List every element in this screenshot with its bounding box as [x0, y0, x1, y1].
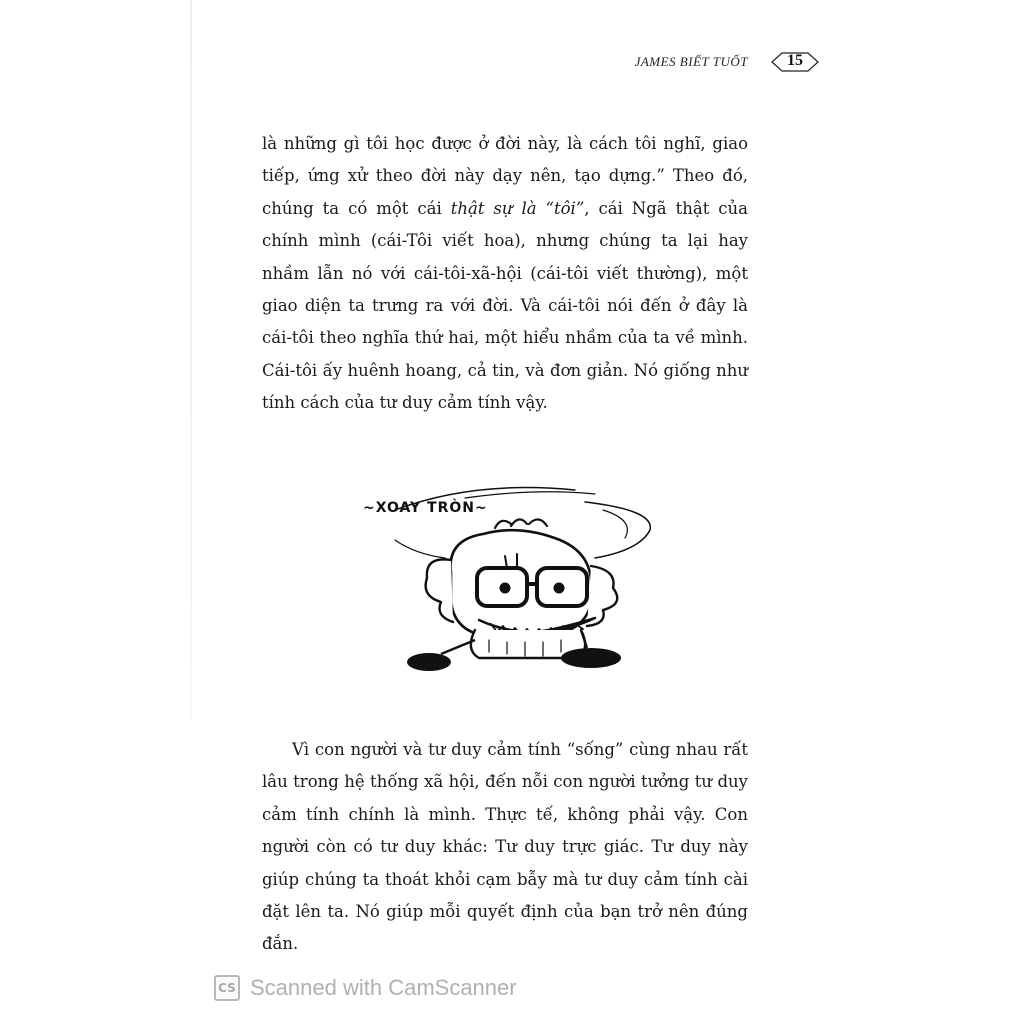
camscanner-watermark	[214, 972, 517, 1004]
illustration	[355, 480, 675, 680]
running-header	[560, 50, 820, 76]
running-title: JAMES BIẾT TUỐT	[634, 54, 748, 69]
page-number-badge	[770, 50, 820, 74]
paragraph-1-italic: thật sự là “tôi”	[450, 198, 585, 218]
paragraph-1-text-b: , cái Ngã thật của chính mình (cái-Tôi viết hoa), nhưng chúng ta lại hay nhầm lẫn nó với cái-tôi-xã-hội (cái-tôi viết thường), một giao diện ta trưng ra với đời. Và cái-tôi nói đến ở đây là cái-tôi theo nghĩa thứ hai, một hiểu nhầm của ta về mình. Cái-tôi ấy huênh hoang, cả tin, và đơn giản. Nó giống như tính cách của tư duy cảm tính vậy.	[262, 198, 748, 413]
paragraph-1	[262, 128, 748, 420]
page-gutter-edge	[190, 0, 192, 720]
camscanner-logo-icon: CS	[214, 975, 240, 1001]
paragraph-1-text-a: là những gì tôi học được ở đời này, là cách tôi nghĩ, giao tiếp, ứng xử theo đời này dạy nên, tạo dựng.” Theo đó, chúng ta có một cái	[262, 134, 748, 218]
watermark-text: Scanned with CamScanner	[250, 975, 517, 1000]
illustration-caption: ~XOAY TRÒN~	[363, 500, 488, 516]
page-number: 15	[787, 52, 803, 69]
paragraph-2: Vì con người và tư duy cảm tính “sống” cùng nhau rất lâu trong hệ thống xã hội, đến nỗi con người tưởng tư duy cảm tính chính là mình. Thực tế, không phải vậy. Con người còn có tư duy khác: Tư duy trực giác. Tư duy này giúp chúng ta thoát khỏi cạm bẫy mà tư duy cảm tính cài đặt lên ta. Nó giúp mỗi quyết định của bạn trở nên đúng đắn.	[262, 740, 748, 954]
